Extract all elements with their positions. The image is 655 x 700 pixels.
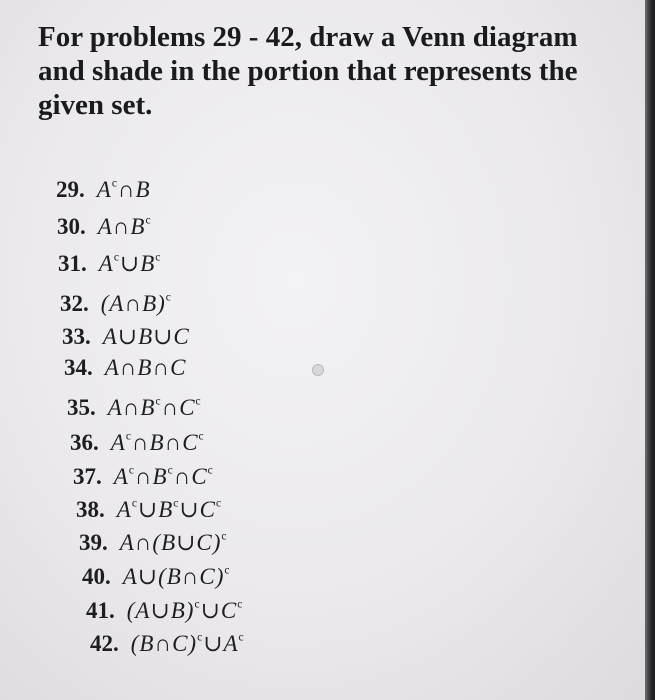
problem-31 xyxy=(58,244,161,278)
complement-superscript: c xyxy=(165,292,172,304)
paper-smudge xyxy=(312,364,324,376)
set-expression: A∪(B∩C)$^c$ xyxy=(122,564,231,590)
set-expression: $(A\cup B)^c\cup C^c$ xyxy=(126,598,244,624)
problem-number: 37. xyxy=(73,464,102,490)
heading-line-2: and shade in the portion that represents the xyxy=(38,55,578,87)
problem-33 xyxy=(62,323,190,351)
problem-number: 34. xyxy=(64,355,93,380)
complement-superscript: c xyxy=(207,465,214,477)
problem-number: 35. xyxy=(67,395,96,421)
complement-superscript: c xyxy=(197,632,204,644)
set-expression: $A^c\cap B$ xyxy=(96,177,151,203)
heading-line-3: given set. xyxy=(38,89,153,121)
problem-number: 39. xyxy=(79,530,108,556)
problem-number: 36. xyxy=(70,430,99,456)
problem-number: 40. xyxy=(82,564,111,590)
problem-30 xyxy=(57,207,152,241)
problem-number: 42. xyxy=(90,631,119,657)
problem-number: 33. xyxy=(62,324,91,349)
problem-41 xyxy=(86,591,243,625)
complement-superscript: c xyxy=(194,599,201,611)
problem-number: 29. xyxy=(56,177,85,203)
complement-superscript: c xyxy=(131,498,138,510)
problem-42 xyxy=(90,624,245,658)
complement-superscript: c xyxy=(111,178,118,190)
complement-superscript: c xyxy=(155,396,162,408)
instructions-heading xyxy=(38,20,608,122)
complement-superscript: c xyxy=(125,431,132,443)
problem-37 xyxy=(73,457,214,491)
complement-superscript: c xyxy=(215,498,223,510)
problem-34 xyxy=(64,354,186,382)
set-expression: $A^c\cap B\cap C^c$ xyxy=(110,430,205,456)
problem-number: 41. xyxy=(86,598,115,624)
set-expression: $A^c\cap B^c\cap C^c$ xyxy=(113,464,214,490)
complement-superscript: c xyxy=(113,252,120,264)
problem-38 xyxy=(76,490,222,524)
set-expression: A∩B∩C xyxy=(104,355,187,380)
problem-number: 32. xyxy=(60,291,89,317)
complement-superscript: c xyxy=(145,215,152,227)
problem-39 xyxy=(79,523,228,557)
monitor-bezel xyxy=(645,0,655,700)
complement-superscript: c xyxy=(198,431,205,443)
problem-36 xyxy=(70,423,205,457)
problem-number: 30. xyxy=(57,214,86,240)
heading-line-1: For problems 29 - 42, draw a Venn diagram xyxy=(38,21,578,53)
problem-number: 31. xyxy=(58,251,87,277)
set-expression: $A\cap B^c$ xyxy=(97,214,152,240)
problem-40 xyxy=(82,557,231,591)
set-expression: $A^c\cup B^c\cup C^c$ xyxy=(116,497,223,523)
set-expression: A∩(B∪C)$^c$ xyxy=(119,530,228,556)
complement-superscript: c xyxy=(128,465,135,477)
set-expression: $A\cap B^c\cap C^c$ xyxy=(107,395,202,421)
complement-superscript: c xyxy=(155,252,162,264)
set-expression: $A^c\cup B^c$ xyxy=(98,251,162,277)
set-expression: (A∩B)$^c$ xyxy=(100,291,172,317)
complement-superscript: c xyxy=(224,565,231,577)
set-expression: A∪B∪C xyxy=(102,324,190,349)
complement-superscript: c xyxy=(195,396,202,408)
problem-number: 38. xyxy=(76,497,105,523)
complement-superscript: c xyxy=(238,632,245,644)
complement-superscript: c xyxy=(167,465,174,477)
complement-superscript: c xyxy=(173,498,180,510)
complement-superscript: c xyxy=(237,599,244,611)
complement-superscript: c xyxy=(221,531,228,543)
problem-35 xyxy=(67,388,202,422)
problem-29 xyxy=(56,170,151,204)
problem-32 xyxy=(60,284,172,318)
set-expression: $(B\cap C)^c\cup A^c$ xyxy=(130,631,245,657)
